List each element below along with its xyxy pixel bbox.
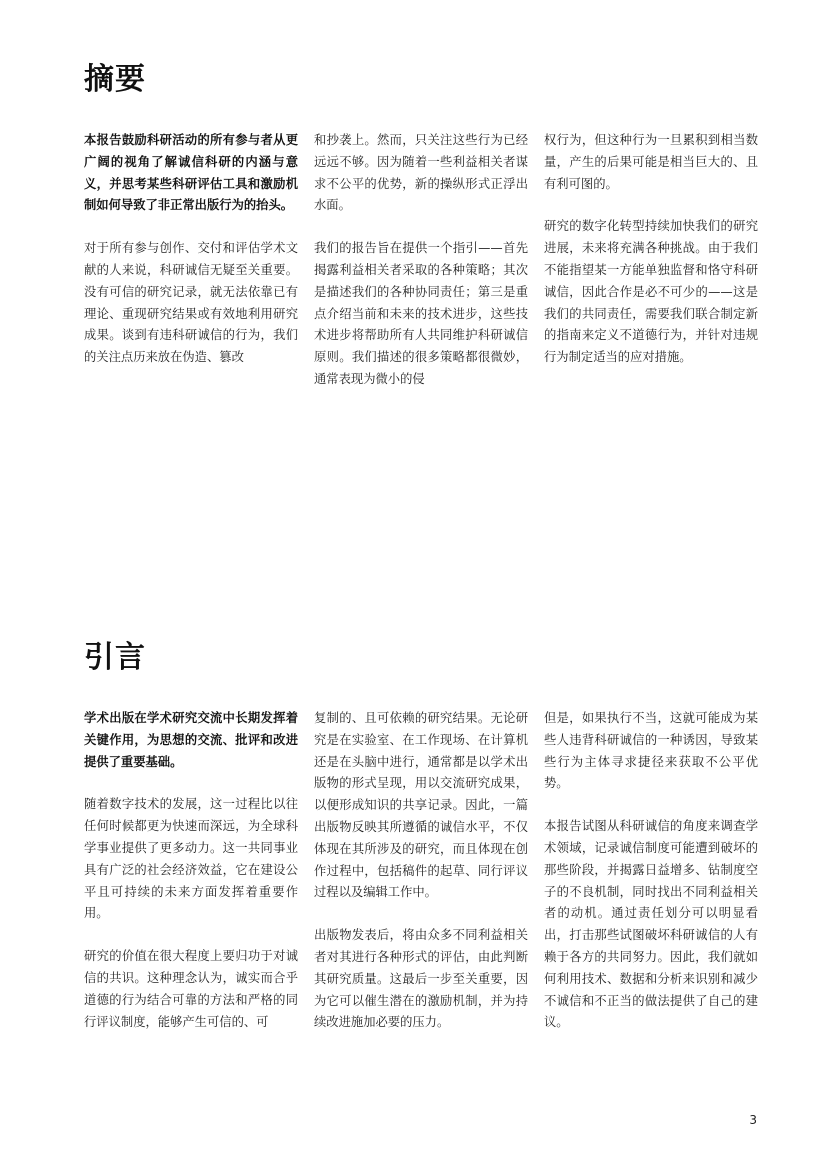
abstract-lead-paragraph: 本报告鼓励科研活动的所有参与者从更广阔的视角了解诚信科研的内涵与意义，并思考某些科研评估工具和激励机制如何导致了非正常出版行为的抬头。: [84, 133, 298, 213]
introduction-column-2: [314, 708, 528, 1055]
introduction-paragraph: 本报告试图从科研诚信的角度来调查学术领域，记录诚信制度可能遭到破坏的那些阶段，并揭露日益增多、钻制度空子的不良机制，同时找出不同利益相关者的动机。通过责任划分可以明显看出，打击那些试图破坏科研诚信的人有赖于各方的共同努力。因此，我们就如何利用技术、数据和分析来识别和减少不诚信和不正当的做法提供了自己的建议。: [544, 819, 758, 1030]
introduction-paragraph: 但是，如果执行不当，这就可能成为某些人违背科研诚信的一种诱因，导致某些行为主体寻求捷径来获取不公平优势。: [544, 711, 758, 791]
abstract-paragraph: 对于所有参与创作、交付和评估学术文献的人来说，科研诚信无疑至关重要。没有可信的研究记录，就无法依靠已有理论、重现研究结果或有效地利用研究成果。谈到有违科研诚信的行为，我们的关注点历来放在伪造、篡改: [84, 241, 298, 365]
introduction-paragraph: 出版物发表后，将由众多不同利益相关者对其进行各种形式的评估，由此判断其研究质量。这最后一步至关重要，因为它可以催生潜在的激励机制，并为持续改进施加必要的压力。: [314, 928, 528, 1030]
introduction-lead-paragraph: 学术出版在学术研究交流中长期发挥着关键作用，为思想的交流、批评和改进提供了重要基础。: [84, 711, 298, 769]
introduction-column-3: [544, 708, 758, 1055]
abstract-column-1: [84, 130, 298, 412]
introduction-paragraph: 复制的、且可依赖的研究结果。无论研究是在实验室、在工作现场、在计算机还是在头脑中进行，通常都是以学术出版物的形式呈现，用以交流研究成果，以便形成知识的共享记录。因此，一篇出版物反映其所遵循的诚信水平，不仅体现在其所涉及的研究，而且体现在创作过程中，包括稿件的起草、同行评议过程以及编辑工作中。: [314, 711, 528, 900]
abstract-heading: 摘要: [84, 62, 146, 97]
abstract-paragraph: 研究的数字化转型持续加快我们的研究进展，未来将充满各种挑战。由于我们不能指望某一方能单独监督和恪守科研诚信，因此合作是必不可少的——这是我们的共同责任，需要我们联合制定新的指南来定义不道德行为，并针对违规行为制定适当的应对措施。: [544, 219, 758, 365]
introduction-section: [84, 638, 758, 1030]
abstract-columns: [84, 130, 758, 412]
introduction-column-1: [84, 708, 298, 1055]
page-number: 3: [749, 1113, 757, 1127]
introduction-paragraph: 研究的价值在很大程度上要归功于对诚信的共识。这种理念认为，诚实而合乎道德的行为结合可靠的方法和严格的同行评议制度，能够产生可信的、可: [84, 949, 298, 1029]
introduction-heading: 引言: [84, 640, 146, 675]
introduction-paragraph: 随着数字技术的发展，这一过程比以往任何时候都更为快速而深远，为全球科学事业提供了更多动力。这一共同事业具有广泛的社会经济效益，它在建设公平且可持续的未来方面发挥着重要作用。: [84, 797, 298, 921]
introduction-columns: [84, 708, 758, 1055]
abstract-column-2: [314, 130, 528, 412]
abstract-paragraph: 权行为，但这种行为一旦累积到相当数量，产生的后果可能是相当巨大的、且有利可图的。: [544, 133, 758, 191]
abstract-paragraph: 我们的报告旨在提供一个指引——首先揭露利益相关者采取的各种策略；其次是描述我们的各种协同责任；第三是重点介绍当前和未来的技术进步，这些技术进步将帮助所有人共同维护科研诚信原则。我们描述的很多策略都很微妙，通常表现为微小的侵: [314, 241, 528, 386]
abstract-paragraph: 和抄袭上。然而，只关注这些行为已经远远不够。因为随着一些利益相关者谋求不公平的优势，新的操纵形式正浮出水面。: [314, 133, 528, 213]
abstract-column-3: [544, 130, 758, 412]
abstract-section: [84, 60, 758, 386]
